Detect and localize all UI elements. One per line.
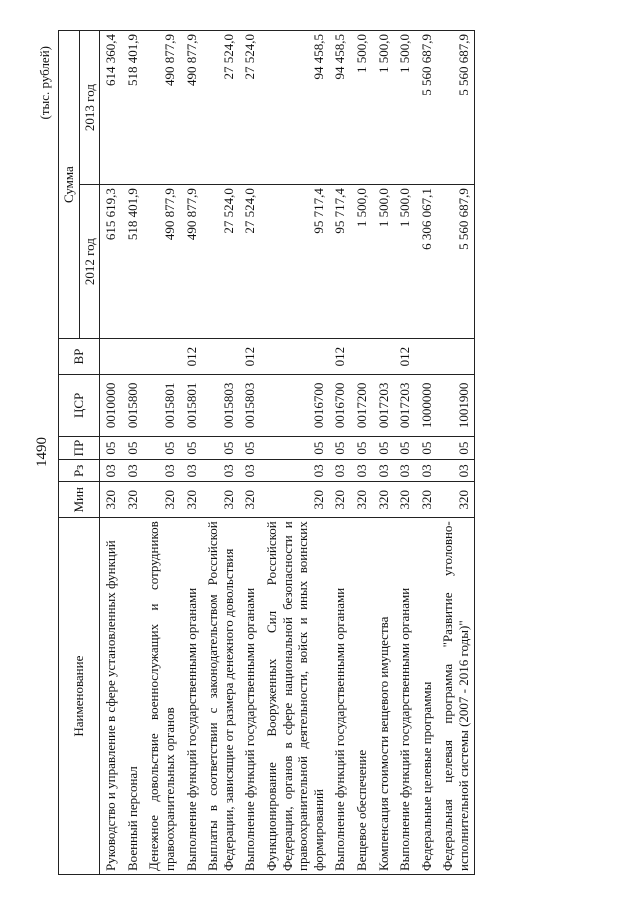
row-min: 320 [394,482,416,518]
row-amount-2012: 27 524,0 [239,185,261,339]
row-vr [437,339,475,375]
table-row [143,31,180,875]
row-pr: 05 [394,436,416,460]
row-vr [416,339,438,375]
row-vr [261,339,329,375]
row-rz: 03 [373,460,395,482]
row-rz: 03 [351,460,373,482]
row-pr: 05 [416,436,438,460]
row-vr: 012 [329,339,351,375]
row-amount-2013: 1 500,0 [373,31,395,185]
row-pr: 05 [351,436,373,460]
row-vr [100,339,122,375]
row-min: 320 [416,482,438,518]
row-min: 320 [373,482,395,518]
row-pr: 05 [122,436,144,460]
row-name: Военный персонал [122,518,144,875]
row-min: 320 [437,482,475,518]
row-amount-2013: 490 877,9 [143,31,180,185]
budget-table [58,30,475,875]
row-amount-2013: 5 560 687,9 [416,31,438,185]
row-vr [143,339,180,375]
table-row [394,31,416,875]
units-label: (тыс. рублей) [37,46,52,120]
header-name: Наименование [59,518,100,875]
row-min: 320 [202,482,239,518]
row-vr [202,339,239,375]
row-name: Федеральная целевая программа "Развитие уголовно-исполнительной системы (2007 - 2016 годы)" [437,518,475,875]
header-min: Мин [59,482,100,518]
table-row [416,31,438,875]
row-rz: 03 [181,460,203,482]
header-2013: 2013 год [79,31,100,185]
row-name: Компенсация стоимости вещевого имущества [373,518,395,875]
row-pr: 05 [373,436,395,460]
row-vr: 012 [394,339,416,375]
row-vr: 012 [239,339,261,375]
row-vr [122,339,144,375]
row-amount-2012: 490 877,9 [181,185,203,339]
table-row [373,31,395,875]
row-amount-2012: 490 877,9 [143,185,180,339]
row-amount-2012: 1 500,0 [373,185,395,339]
row-amount-2012: 5 560 687,9 [437,185,475,339]
row-name: Вещевое обеспечение [351,518,373,875]
row-amount-2012: 95 717,4 [329,185,351,339]
row-pr: 05 [100,436,122,460]
header-sum: Сумма [59,31,80,339]
row-rz: 03 [202,460,239,482]
row-amount-2013: 5 560 687,9 [437,31,475,185]
table-row [202,31,239,875]
row-name: Выплаты в соответствии с законодательством Российской Федерации, зависящие от размера денежного довольствия [202,518,239,875]
row-amount-2013: 94 458,5 [261,31,329,185]
row-amount-2013: 27 524,0 [202,31,239,185]
header-rz: Рз [59,460,100,482]
row-amount-2012: 95 717,4 [261,185,329,339]
row-csr: 1000000 [416,374,438,436]
row-amount-2012: 518 401,9 [122,185,144,339]
row-rz: 03 [261,460,329,482]
row-csr: 0016700 [261,374,329,436]
row-csr: 0015800 [122,374,144,436]
row-amount-2013: 490 877,9 [181,31,203,185]
row-name: Выполнение функций государственными органами [181,518,203,875]
row-min: 320 [239,482,261,518]
table-row [100,31,122,875]
row-csr: 0016700 [329,374,351,436]
row-amount-2013: 1 500,0 [351,31,373,185]
row-rz: 03 [239,460,261,482]
header-pr: ПР [59,436,100,460]
row-amount-2013: 94 458,5 [329,31,351,185]
row-name: Федеральные целевые программы [416,518,438,875]
table-body [100,31,475,875]
row-pr: 05 [181,436,203,460]
row-name: Денежное довольствие военнослужащих и сотрудников правоохранительных органов [143,518,180,875]
row-vr: 012 [181,339,203,375]
row-csr: 0017200 [351,374,373,436]
row-min: 320 [181,482,203,518]
row-pr: 05 [202,436,239,460]
row-pr: 05 [239,436,261,460]
table-row [437,31,475,875]
page-number: 1490 [34,437,50,467]
row-name: Руководство и управление в сфере установленных функций [100,518,122,875]
row-min: 320 [100,482,122,518]
row-rz: 03 [329,460,351,482]
row-rz: 03 [122,460,144,482]
row-amount-2012: 615 619,3 [100,185,122,339]
row-csr: 0015803 [202,374,239,436]
table-row [122,31,144,875]
row-rz: 03 [437,460,475,482]
row-vr [351,339,373,375]
table-row [181,31,203,875]
row-rz: 03 [143,460,180,482]
row-csr: 0017203 [394,374,416,436]
row-min: 320 [261,482,329,518]
row-amount-2012: 1 500,0 [351,185,373,339]
row-min: 320 [143,482,180,518]
row-min: 320 [122,482,144,518]
row-name: Выполнение функций государственными органами [394,518,416,875]
row-csr: 0015801 [181,374,203,436]
table-row [261,31,329,875]
row-pr: 05 [261,436,329,460]
row-pr: 05 [329,436,351,460]
row-pr: 05 [143,436,180,460]
row-vr [373,339,395,375]
table-row [351,31,373,875]
row-rz: 03 [394,460,416,482]
row-pr: 05 [437,436,475,460]
row-amount-2013: 1 500,0 [394,31,416,185]
row-csr: 0017203 [373,374,395,436]
row-min: 320 [351,482,373,518]
row-amount-2013: 614 360,4 [100,31,122,185]
row-amount-2012: 27 524,0 [202,185,239,339]
row-csr: 0015801 [143,374,180,436]
row-amount-2012: 1 500,0 [394,185,416,339]
header-csr: ЦСР [59,374,100,436]
row-min: 320 [329,482,351,518]
row-name: Выполнение функций государственными органами [239,518,261,875]
header-vr: ВР [59,339,100,375]
table-header [59,31,100,875]
row-csr: 0015803 [239,374,261,436]
row-name: Функционирование Вооруженных Сил Российской Федерации, органов в сфере национальной безопасности и правоохранительной деятельности, войск и иных воинских формирований [261,518,329,875]
row-amount-2013: 27 524,0 [239,31,261,185]
row-amount-2012: 6 306 067,1 [416,185,438,339]
row-name: Выполнение функций государственными органами [329,518,351,875]
table-row [329,31,351,875]
table-row [239,31,261,875]
row-csr: 1001900 [437,374,475,436]
row-amount-2013: 518 401,9 [122,31,144,185]
header-2012: 2012 год [79,185,100,339]
row-rz: 03 [416,460,438,482]
row-rz: 03 [100,460,122,482]
row-csr: 0010000 [100,374,122,436]
